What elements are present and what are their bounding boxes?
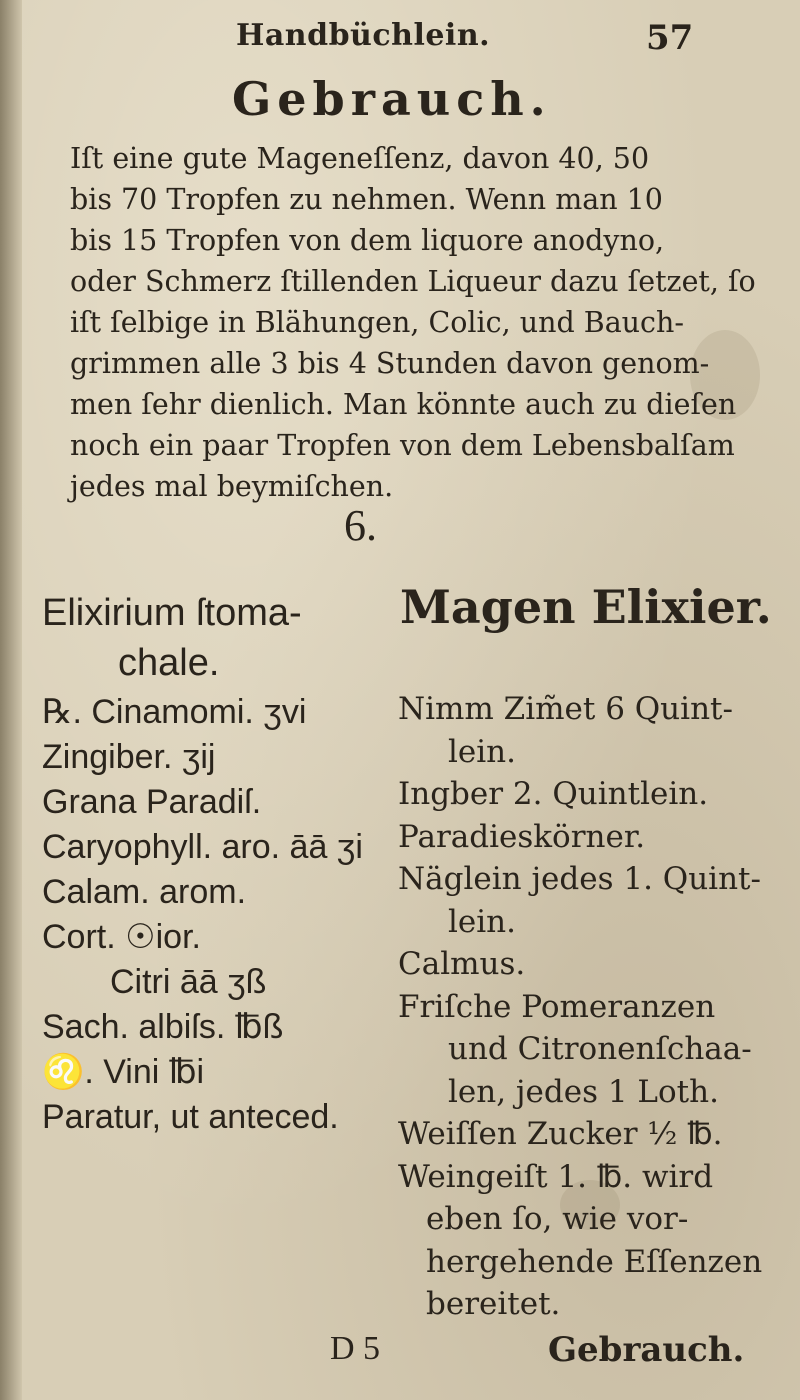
recipe-german-title: Magen Elixier. [400, 580, 772, 634]
paragraph-line: men ſehr dienlich. Man könnte auch zu dieſen [70, 388, 737, 421]
section-heading: Gebrauch. [232, 72, 552, 126]
recipe-number: 6. [344, 501, 377, 550]
latin-ingredient: Calam. arom. [42, 873, 247, 911]
book-gutter [0, 0, 22, 1400]
latin-ingredient: Cort. ☉ior. [42, 918, 201, 956]
page-number: 57 [646, 18, 694, 58]
german-instruction: hergehende Eſſenzen [426, 1243, 763, 1280]
recipe-latin-title [42, 588, 302, 688]
german-ingredient: Weingeiſt 1. ℔. wird [398, 1158, 714, 1195]
german-ingredient: Nimm Zim̃et 6 Quint- [398, 691, 733, 727]
latin-ingredient: ℞. Cinamomi. ʒvi [42, 693, 307, 731]
german-ingredient: und Citronenſchaa- [448, 1031, 752, 1067]
german-ingredients-column [398, 688, 778, 1326]
latin-instruction: Paratur, ut anteced. [42, 1098, 339, 1136]
german-ingredient: Ingber 2. Quintlein. [398, 776, 709, 812]
german-ingredient: Paradieskörner. [398, 818, 646, 855]
german-instruction: bereitet. [426, 1286, 561, 1322]
german-instruction: eben ſo, wie vor- [426, 1201, 689, 1237]
latin-ingredient: Sach. albiſs. ℔ß [42, 1008, 284, 1046]
usage-paragraph [70, 138, 756, 507]
latin-ingredients-column [42, 690, 372, 1140]
german-ingredient: lein. [448, 733, 516, 770]
paragraph-line: noch ein paar Tropfen von dem Lebensbalſam [70, 429, 735, 462]
catchword: Gebrauch. [548, 1330, 745, 1370]
paragraph-line: bis 15 Tropfen von dem liquore anodyno, [70, 224, 665, 257]
paragraph-line: Iſt eine gute Mageneſſenz, davon 40, 50 [70, 142, 650, 175]
signature-mark: D 5 [330, 1330, 381, 1367]
paragraph-line: jedes mal beymiſchen. [70, 470, 394, 503]
german-ingredient: Näglein jedes 1. Quint- [398, 861, 761, 897]
latin-ingredient: Caryophyll. aro. āā ʒi [42, 828, 363, 866]
paragraph-line: bis 70 Tropfen zu nehmen. Wenn man 10 [70, 183, 663, 216]
latin-ingredient: Zingiber. ʒij [42, 738, 216, 776]
latin-ingredient: ♌. Vini ℔i [42, 1053, 205, 1091]
german-ingredient: len, jedes 1 Loth. [448, 1073, 719, 1110]
latin-ingredient: Grana Paradiſ. [42, 783, 262, 821]
latin-title-line: chale. [118, 642, 220, 684]
paragraph-line: oder Schmerz ſtillenden Liqueur dazu ſetzet, ſo [70, 265, 756, 298]
latin-ingredient: Citri āā ʒß [110, 963, 267, 1001]
german-ingredient: Calmus. [398, 946, 526, 982]
german-ingredient: lein. [448, 903, 516, 940]
running-header-title: Handbüchlein. [236, 18, 491, 53]
paragraph-line: iſt ſelbige in Blähungen, Colic, und Bauch- [70, 306, 684, 339]
paragraph-line: grimmen alle 3 bis 4 Stunden davon genom- [70, 347, 710, 380]
german-ingredient: Weiſſen Zucker ½ ℔. [398, 1116, 723, 1152]
german-ingredient: Friſche Pomeranzen [398, 988, 716, 1025]
latin-title-line: Elixirium ſtoma- [42, 592, 302, 634]
